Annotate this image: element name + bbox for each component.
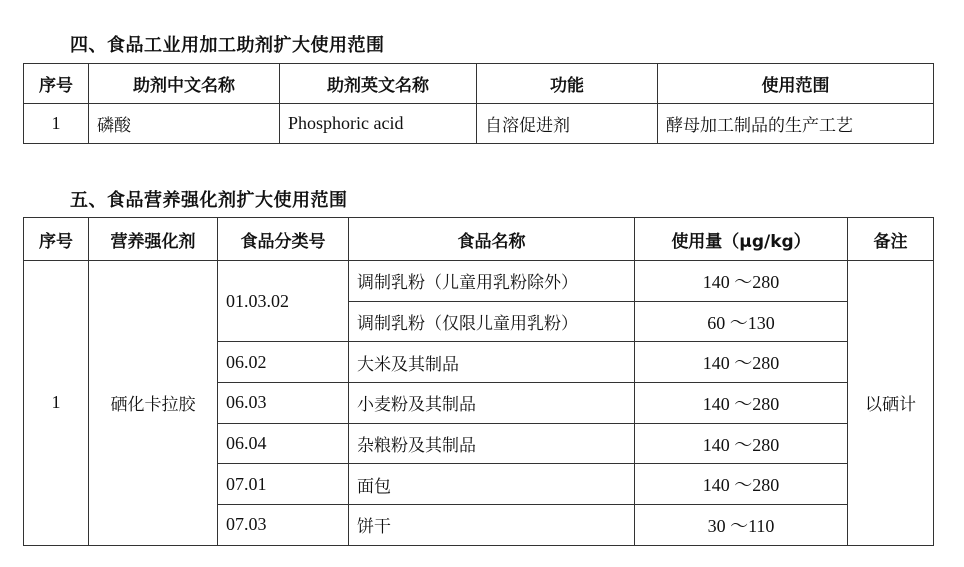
cell-en-name: Phosphoric acid xyxy=(280,104,477,144)
header-food-code: 食品分类号 xyxy=(218,218,349,261)
cell-fortifier: 硒化卡拉胶 xyxy=(89,261,218,546)
table-header-row xyxy=(24,64,934,104)
cell-amount: 30 ～110 xyxy=(635,505,848,546)
header-fortifier: 营养强化剂 xyxy=(89,218,218,261)
header-en-name: 助剂英文名称 xyxy=(280,64,477,104)
header-food-name: 食品名称 xyxy=(349,218,635,261)
cell-amount: 140 ～280 xyxy=(635,423,848,464)
table-row xyxy=(24,261,934,302)
header-function: 功能 xyxy=(477,64,658,104)
cell-food-code: 07.03 xyxy=(218,505,349,546)
cell-amount: 140 ～280 xyxy=(635,261,848,302)
cell-food-code: 06.03 xyxy=(218,383,349,424)
cell-food-name: 调制乳粉（仅限儿童用乳粉） xyxy=(349,301,635,342)
cell-cn-name: 磷酸 xyxy=(89,104,280,144)
cell-amount: 60 ～130 xyxy=(635,301,848,342)
header-note: 备注 xyxy=(848,218,934,261)
cell-amount: 140 ～280 xyxy=(635,464,848,505)
header-scope: 使用范围 xyxy=(658,64,934,104)
section-4-title: 四、食品工业用加工助剂扩大使用范围 xyxy=(70,35,385,56)
cell-food-name: 调制乳粉（儿童用乳粉除外） xyxy=(349,261,635,302)
cell-function: 自溶促进剂 xyxy=(477,104,658,144)
cell-food-code: 01.03.02 xyxy=(218,261,349,342)
cell-food-code: 06.02 xyxy=(218,342,349,383)
cell-food-code: 06.04 xyxy=(218,423,349,464)
header-no: 序号 xyxy=(24,218,89,261)
nutrition-fortifier-table xyxy=(23,217,934,546)
cell-scope: 酵母加工制品的生产工艺 xyxy=(658,104,934,144)
cell-food-name: 面包 xyxy=(349,464,635,505)
cell-food-name: 饼干 xyxy=(349,505,635,546)
header-cn-name: 助剂中文名称 xyxy=(89,64,280,104)
cell-food-code: 07.01 xyxy=(218,464,349,505)
cell-no: 1 xyxy=(24,261,89,546)
cell-amount: 140 ～280 xyxy=(635,342,848,383)
processing-aid-table xyxy=(23,63,934,144)
header-amount: 使用量（μg/kg） xyxy=(635,218,848,261)
header-no: 序号 xyxy=(24,64,89,104)
cell-note: 以硒计 xyxy=(848,261,934,546)
cell-food-name: 杂粮粉及其制品 xyxy=(349,423,635,464)
section-5-title: 五、食品营养强化剂扩大使用范围 xyxy=(70,190,348,211)
cell-amount: 140 ～280 xyxy=(635,383,848,424)
table-row xyxy=(24,104,934,144)
table-header-row xyxy=(24,218,934,261)
cell-food-name: 小麦粉及其制品 xyxy=(349,383,635,424)
cell-no: 1 xyxy=(24,104,89,144)
cell-food-name: 大米及其制品 xyxy=(349,342,635,383)
